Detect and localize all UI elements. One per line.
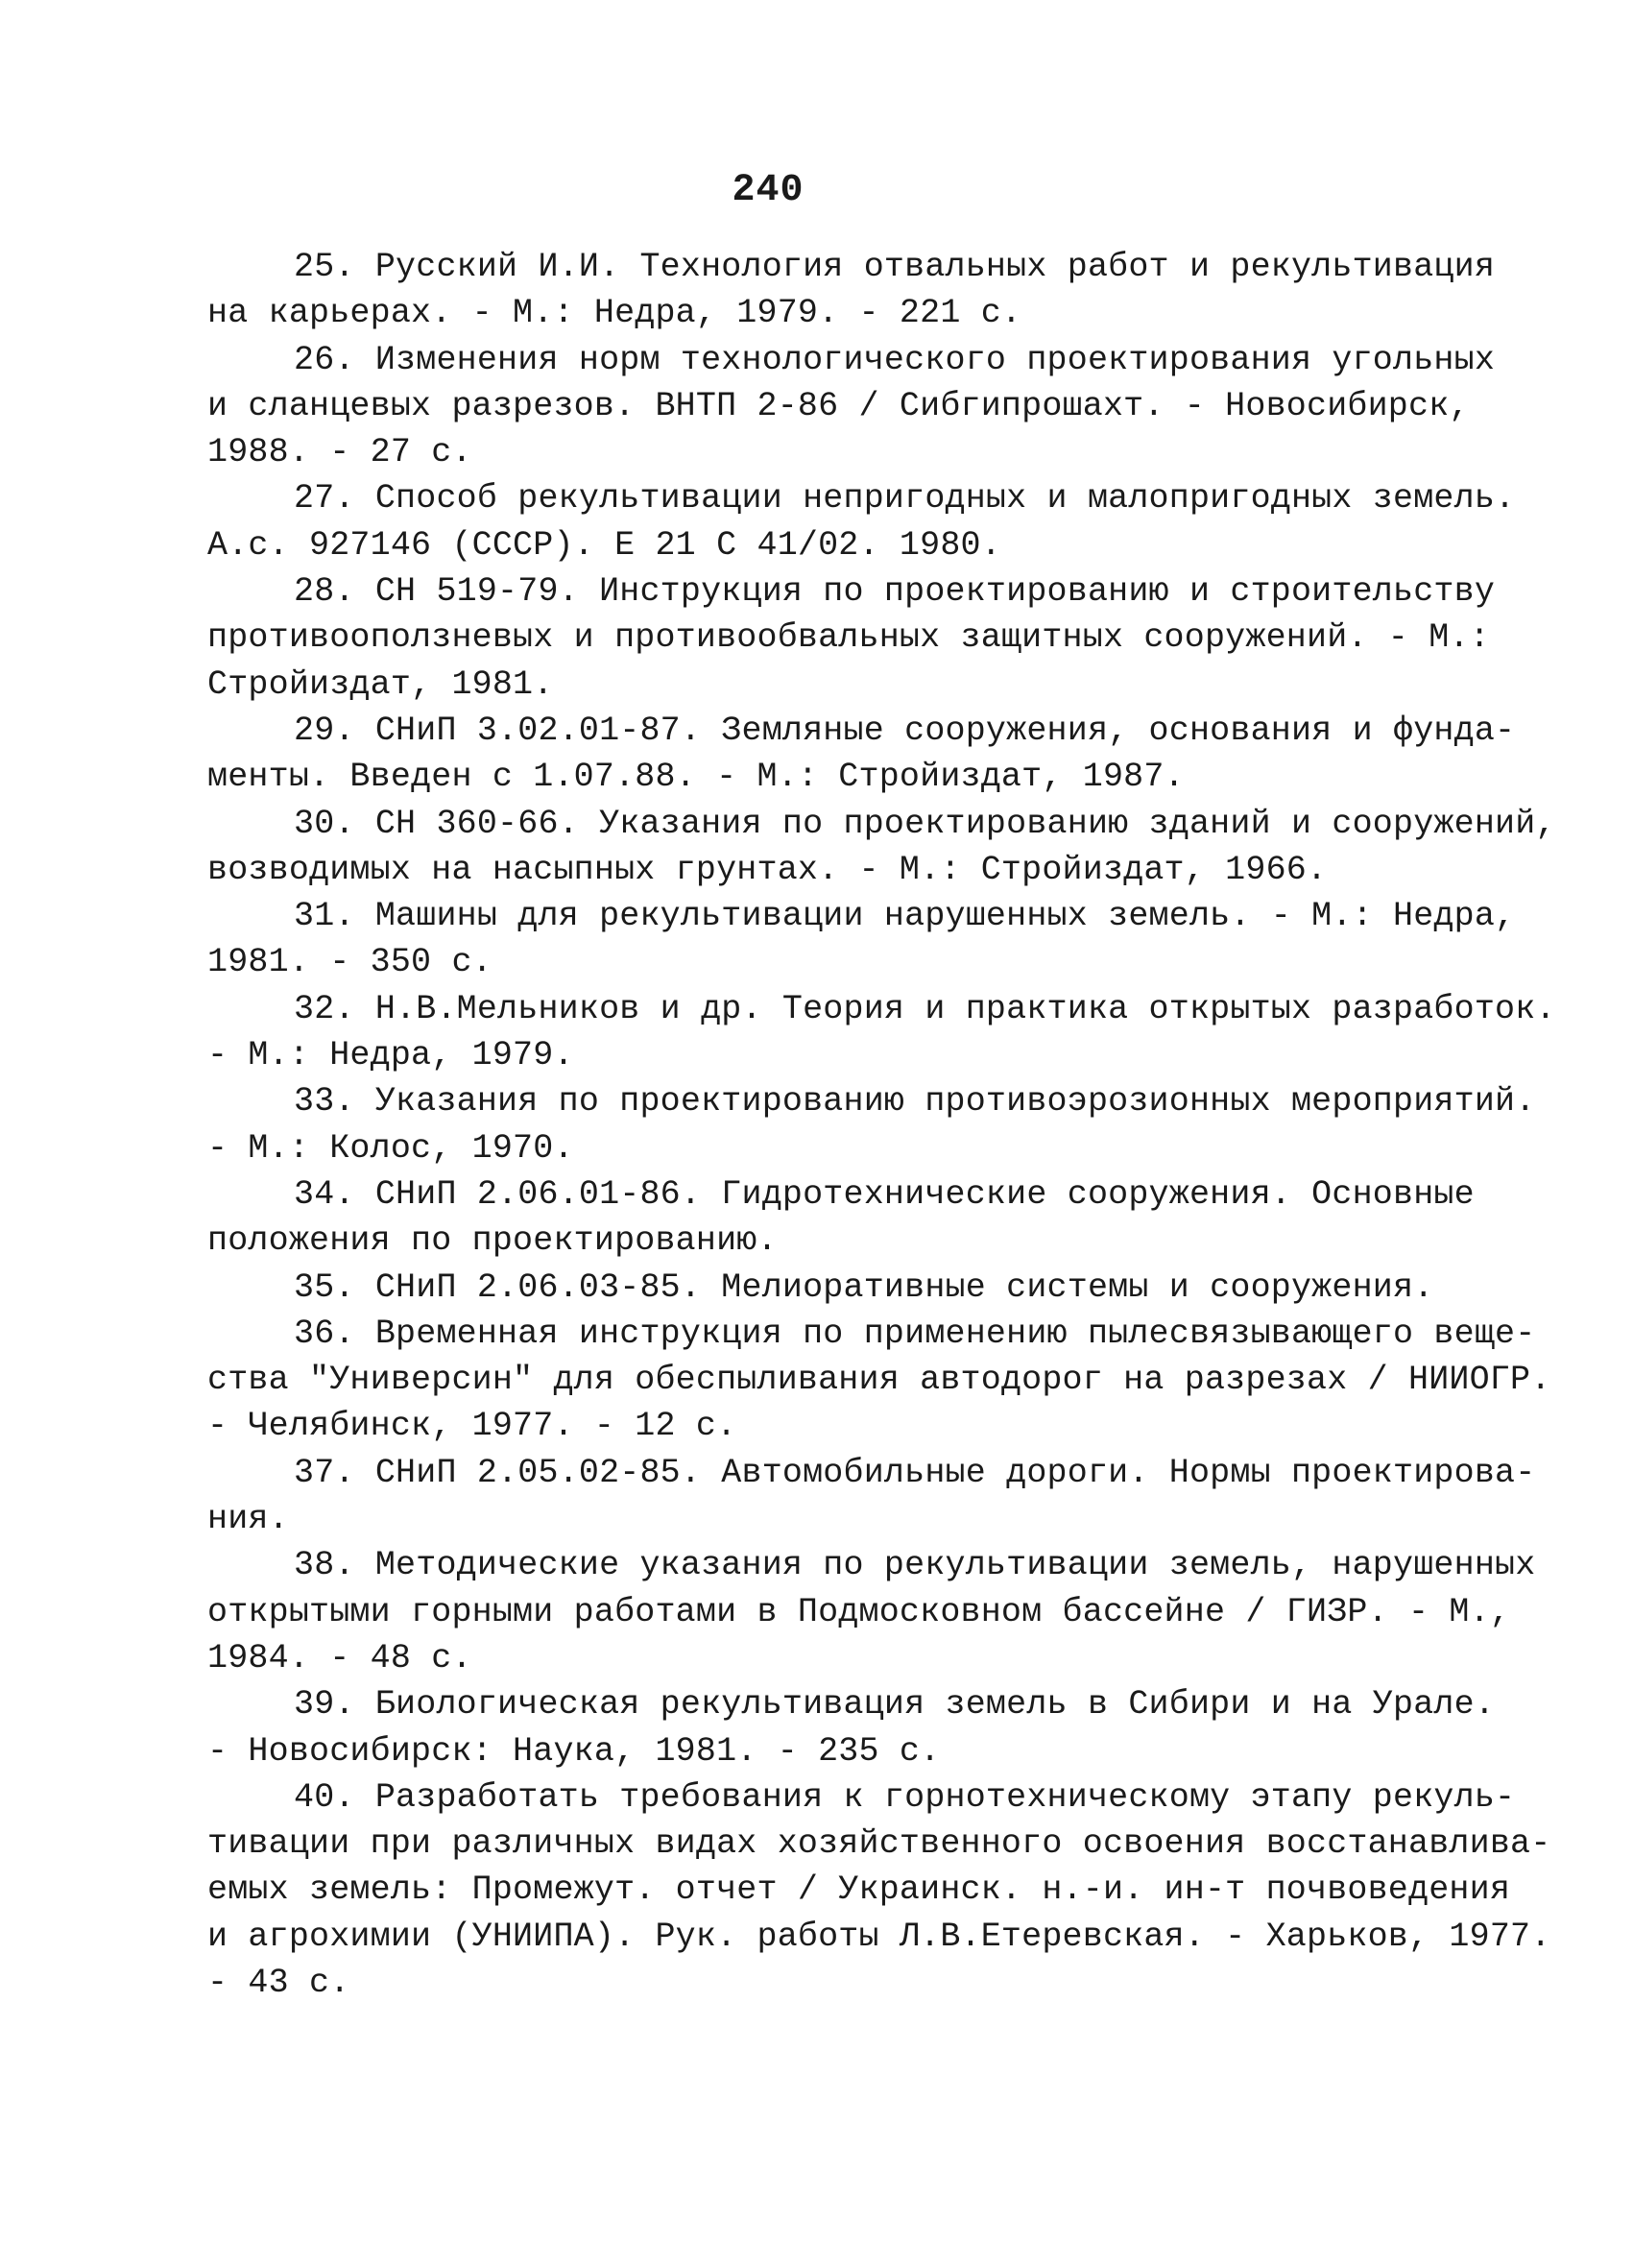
reference-text: и сланцевых разрезов. ВНТП 2-86 / Сибгипрошахт. - Новосибирск, bbox=[207, 386, 1470, 425]
reference-line bbox=[207, 1357, 1551, 1403]
reference-number: 36. bbox=[294, 1314, 355, 1353]
reference-line bbox=[207, 1078, 1536, 1124]
reference-line bbox=[207, 1914, 1551, 1960]
reference-line bbox=[207, 1032, 1438, 1078]
reference-line bbox=[207, 1821, 1551, 1867]
reference-line bbox=[207, 801, 1556, 847]
reference-line bbox=[207, 1635, 1438, 1681]
reference-text: А.с. 927146 (СССР). Е 21 С 41/02. 1980. bbox=[207, 525, 1001, 565]
reference-line bbox=[207, 1867, 1511, 1913]
reference-text: противооползневых и противообвальных защитных сооружений. - М.: bbox=[207, 618, 1490, 658]
reference-entry bbox=[207, 1078, 1536, 1171]
reference-entry bbox=[207, 708, 1516, 801]
reference-text: Разработать требования к горнотехническому этапу рекуль- bbox=[354, 1777, 1516, 1817]
reference-number: 35. bbox=[294, 1267, 355, 1307]
reference-text: - М.: Недра, 1979. bbox=[207, 1036, 574, 1075]
reference-line bbox=[207, 893, 1516, 939]
reference-line bbox=[207, 383, 1470, 429]
reference-number: 38. bbox=[294, 1546, 355, 1585]
reference-text: Машины для рекультивации нарушенных земель. - М.: Недра, bbox=[354, 897, 1516, 936]
reference-number: 39. bbox=[294, 1685, 355, 1725]
reference-text: тивации при различных видах хозяйственного освоения восстанавлива- bbox=[207, 1824, 1551, 1864]
reference-line bbox=[207, 1542, 1536, 1588]
reference-text: СНиП 3.02.01-87. Земляные сооружения, основания и фунда- bbox=[354, 711, 1516, 750]
reference-text: - Новосибирск: Наука, 1981. - 235 с. bbox=[207, 1731, 941, 1771]
reference-line bbox=[207, 1171, 1475, 1218]
reference-line bbox=[207, 1774, 1516, 1821]
reference-text: Русский И.И. Технология отвальных работ и рекультивация bbox=[354, 248, 1496, 286]
reference-line bbox=[207, 986, 1556, 1032]
reference-number: 31. bbox=[294, 897, 355, 936]
reference-entry bbox=[207, 244, 1496, 337]
reference-text: возводимых на насыпных грунтах. - М.: Стройиздат, 1966. bbox=[207, 850, 1328, 889]
reference-entry bbox=[207, 568, 1496, 708]
reference-text: ния. bbox=[207, 1500, 289, 1539]
reference-entry bbox=[207, 1311, 1551, 1450]
reference-entry bbox=[207, 801, 1556, 894]
reference-text: открытыми горными работами в Подмосковном бассейне / ГИЗР. - М., bbox=[207, 1592, 1511, 1631]
reference-line bbox=[207, 1125, 1438, 1171]
reference-text: СН 519-79. Инструкция по проектированию и строительству bbox=[354, 572, 1496, 612]
reference-text: Н.В.Мельников и др. Теория и практика открытых разработок. bbox=[354, 989, 1556, 1028]
reference-number: 30. bbox=[294, 804, 355, 843]
reference-line bbox=[207, 1265, 1438, 1311]
reference-number: 27. bbox=[294, 479, 355, 519]
reference-line bbox=[207, 847, 1438, 893]
reference-entry bbox=[207, 1774, 1551, 2006]
reference-line bbox=[207, 615, 1490, 661]
reference-text: СНиП 2.06.03-85. Мелиоративные системы и сооружения. bbox=[354, 1267, 1434, 1307]
reference-entry bbox=[207, 1265, 1438, 1311]
reference-text: менты. Введен с 1.07.88. - М.: Стройиздат, 1987. bbox=[207, 758, 1185, 797]
reference-line bbox=[207, 1403, 1438, 1449]
reference-text: емых земель: Промежут. отчет / Украинск. н.-и. ин-т почвоведения bbox=[207, 1870, 1511, 1910]
reference-line bbox=[207, 708, 1516, 754]
reference-list bbox=[207, 244, 1556, 2006]
reference-entry bbox=[207, 337, 1496, 476]
reference-line bbox=[207, 1218, 1438, 1264]
reference-line bbox=[207, 1728, 1438, 1774]
reference-line bbox=[207, 939, 1438, 985]
reference-number: 29. bbox=[294, 711, 355, 750]
reference-text: Биологическая рекультивация земель в Сибири и на Урале. bbox=[354, 1685, 1496, 1725]
reference-text: СНиП 2.05.02-85. Автомобильные дороги. Нормы проектирова- bbox=[354, 1453, 1536, 1492]
page-number: 240 bbox=[732, 169, 804, 212]
reference-line bbox=[207, 475, 1516, 521]
reference-line bbox=[207, 754, 1438, 800]
reference-text: и агрохимии (УНИИПА). Рук. работы Л.В.Етеревская. - Харьков, 1977. bbox=[207, 1917, 1551, 1956]
reference-line bbox=[207, 1450, 1536, 1496]
reference-text: 1988. - 27 с. bbox=[207, 433, 472, 472]
reference-number: 28. bbox=[294, 572, 355, 612]
reference-entry bbox=[207, 1171, 1475, 1265]
reference-text: Способ рекультивации непригодных и малопригодных земель. bbox=[354, 479, 1516, 519]
reference-entry bbox=[207, 1450, 1536, 1543]
reference-line bbox=[207, 1960, 1438, 2006]
reference-text: 1984. - 48 с. bbox=[207, 1638, 472, 1677]
reference-number: 37. bbox=[294, 1453, 355, 1492]
reference-text: - 43 с. bbox=[207, 1963, 350, 2002]
reference-line bbox=[207, 1496, 1438, 1542]
reference-text: Указания по проектированию противоэрозионных мероприятий. bbox=[354, 1082, 1536, 1122]
reference-number: 33. bbox=[294, 1082, 355, 1122]
reference-text: - Челябинск, 1977. - 12 с. bbox=[207, 1407, 737, 1446]
reference-line bbox=[207, 522, 1438, 568]
reference-text: СН 360-66. Указания по проектированию зданий и сооружений, bbox=[354, 804, 1556, 843]
reference-line bbox=[207, 290, 1438, 336]
reference-entry bbox=[207, 893, 1516, 986]
reference-text: 1981. - 350 с. bbox=[207, 943, 492, 982]
reference-line bbox=[207, 662, 1438, 708]
reference-entry bbox=[207, 986, 1556, 1079]
reference-number: 26. bbox=[294, 340, 355, 379]
reference-text: СНиП 2.06.01-86. Гидротехнические сооружения. Основные bbox=[354, 1174, 1475, 1214]
reference-number: 40. bbox=[294, 1777, 355, 1817]
reference-text: Изменения норм технологического проектирования угольных bbox=[354, 340, 1496, 379]
reference-entry bbox=[207, 475, 1516, 568]
reference-line bbox=[207, 1681, 1496, 1727]
reference-line bbox=[207, 244, 1496, 290]
reference-text: на карьерах. - М.: Недра, 1979. - 221 с. bbox=[207, 294, 1022, 333]
reference-line bbox=[207, 1311, 1536, 1357]
reference-line bbox=[207, 1589, 1511, 1635]
reference-text: Методические указания по рекультивации земель, нарушенных bbox=[354, 1546, 1536, 1585]
reference-line bbox=[207, 568, 1496, 615]
reference-text: положения по проектированию. bbox=[207, 1221, 778, 1261]
reference-entry bbox=[207, 1681, 1496, 1774]
reference-text: ства "Универсин" для обеспыливания автодорог на разрезах / НИИОГР. bbox=[207, 1361, 1551, 1400]
reference-entry bbox=[207, 1542, 1536, 1681]
reference-text: - М.: Колос, 1970. bbox=[207, 1128, 574, 1168]
reference-number: 25. bbox=[294, 248, 355, 286]
reference-text: Стройиздат, 1981. bbox=[207, 664, 554, 704]
reference-line bbox=[207, 337, 1496, 383]
reference-line bbox=[207, 429, 1438, 475]
reference-text: Временная инструкция по применению пылесвязывающего веще- bbox=[354, 1314, 1536, 1353]
reference-number: 32. bbox=[294, 989, 355, 1028]
reference-number: 34. bbox=[294, 1174, 355, 1214]
